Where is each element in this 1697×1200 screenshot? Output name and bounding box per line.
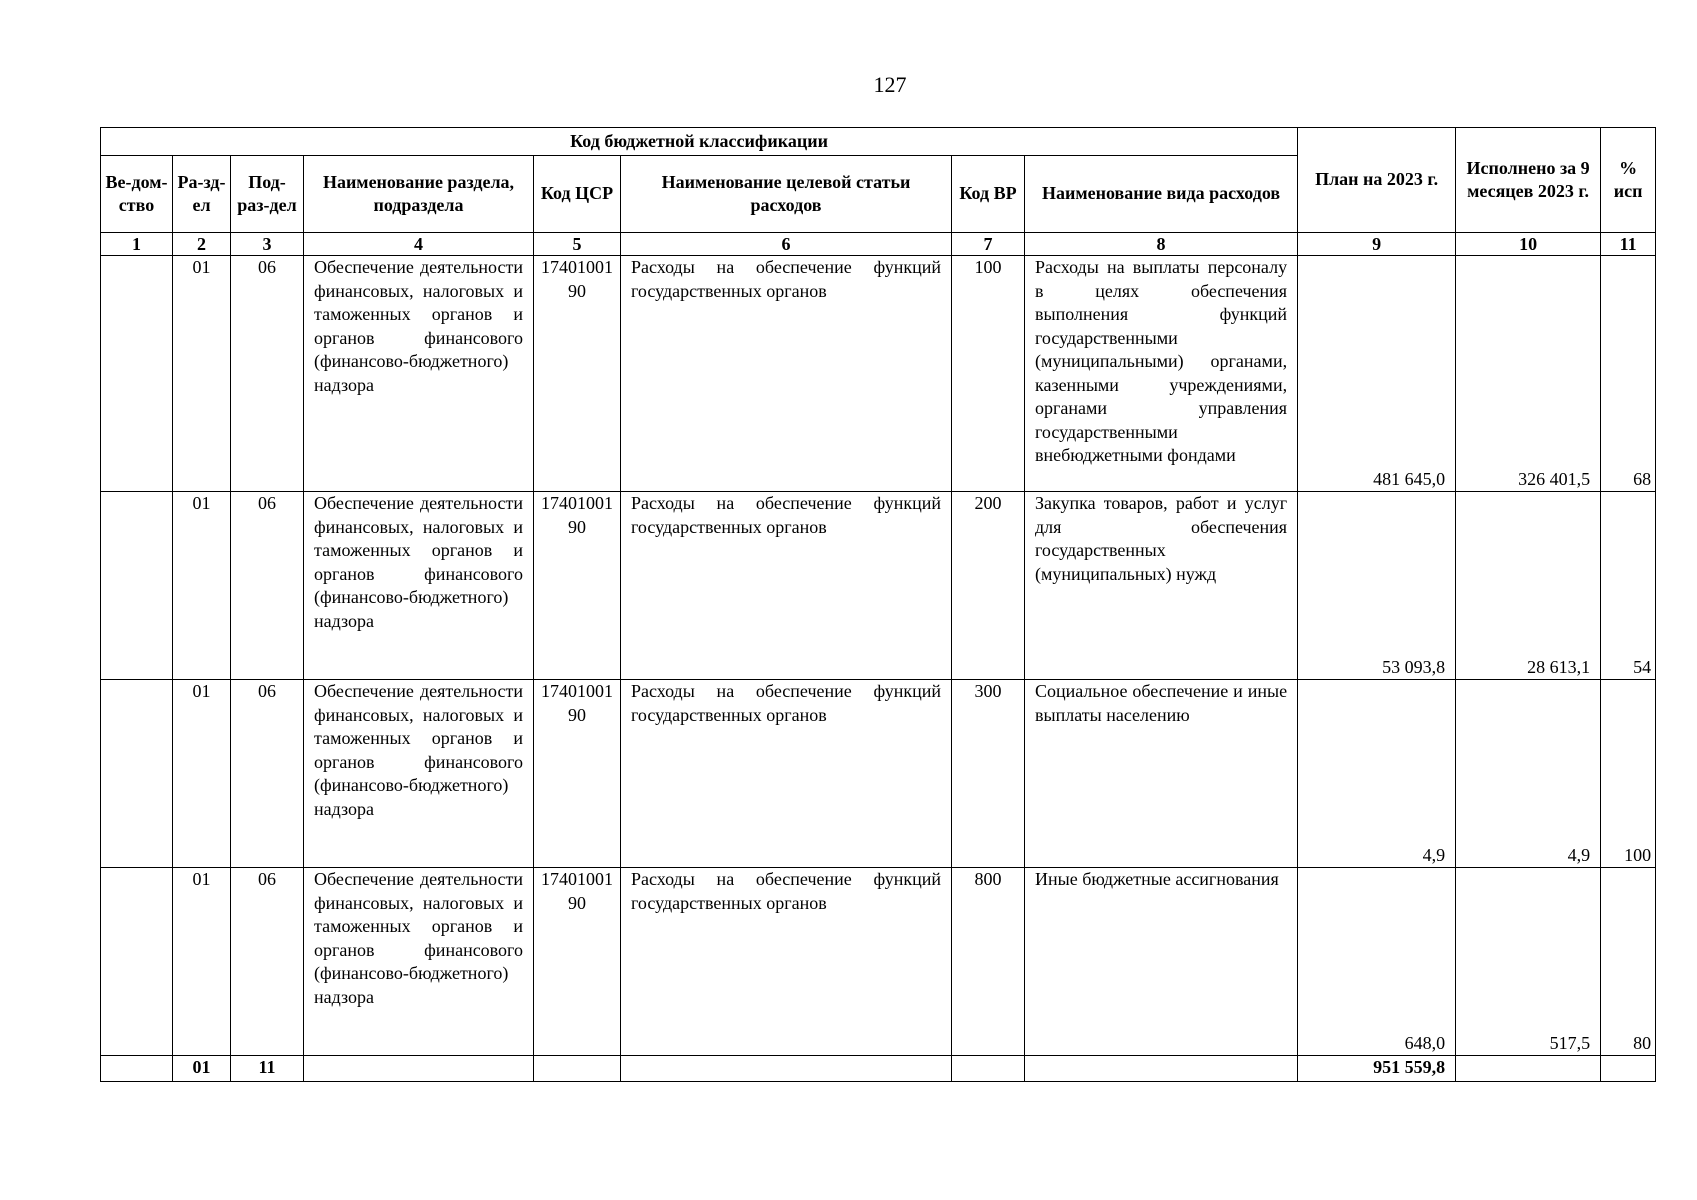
column-number-row [101,233,1656,256]
vr-code-cell [952,1056,1025,1082]
podrazdel-cell: 06 [231,680,304,868]
target-item-name-cell [621,1056,952,1082]
total-row [101,1056,1656,1082]
vr-code-cell: 800 [952,868,1025,1056]
vedomstvo-cell [101,868,173,1056]
razdel-cell: 01 [173,680,231,868]
executed-header: Исполнено за 9 месяцев 2023 г. [1456,128,1601,233]
section-name-header: Наименование раздела, подраздела [304,156,534,233]
table-row [101,868,1656,1056]
executed-cell: 4,9 [1456,680,1601,868]
column-number: 2 [173,233,231,256]
razdel-cell: 01 [173,256,231,492]
podrazdel-cell: 06 [231,492,304,680]
csr-code-cell: 1740100190 [534,256,621,492]
section-name-cell: Обеспечение деятельности финансовых, налоговых и таможенных органов и органов финансового (финансово-бюджетного) надзора [304,492,534,680]
column-number: 3 [231,233,304,256]
page-number: 127 [873,72,907,97]
budget-classification-header: Код бюджетной классификации [101,128,1298,156]
executed-cell: 517,5 [1456,868,1601,1056]
csr-code-cell: 1740100190 [534,680,621,868]
percent-cell: 68 [1601,256,1656,492]
razdel-cell: 01 [173,868,231,1056]
target-item-name-cell: Расходы на обеспечение функций государственных органов [621,492,952,680]
budget-table [100,127,1656,1082]
column-number: 11 [1601,233,1656,256]
plan-cell: 481 645,0 [1298,256,1456,492]
plan-header: План на 2023 г. [1298,128,1456,233]
vr-code-header: Код ВР [952,156,1025,233]
percent-cell [1601,1056,1656,1082]
target-item-name-cell: Расходы на обеспечение функций государственных органов [621,256,952,492]
razdel-cell: 01 [173,492,231,680]
vedomstvo-cell [101,680,173,868]
vedomstvo-header: Ве-дом-ство [101,156,173,233]
vedomstvo-cell [101,1056,173,1082]
vr-code-cell: 200 [952,492,1025,680]
plan-cell: 4,9 [1298,680,1456,868]
expense-type-name-cell: Иные бюджетные ассигнования [1025,868,1298,1056]
csr-code-cell: 1740100190 [534,868,621,1056]
percent-header: % исп [1601,128,1656,233]
target-item-name-cell: Расходы на обеспечение функций государственных органов [621,680,952,868]
percent-cell: 100 [1601,680,1656,868]
razdel-header: Ра-зд-ел [173,156,231,233]
column-number: 1 [101,233,173,256]
column-number: 9 [1298,233,1456,256]
csr-code-cell: 1740100190 [534,492,621,680]
section-name-cell: Обеспечение деятельности финансовых, налоговых и таможенных органов и органов финансового (финансово-бюджетного) надзора [304,868,534,1056]
table-row [101,492,1656,680]
executed-cell: 326 401,5 [1456,256,1601,492]
csr-code-cell [534,1056,621,1082]
column-number: 4 [304,233,534,256]
vr-code-cell: 300 [952,680,1025,868]
vr-code-cell: 100 [952,256,1025,492]
podrazdel-cell: 06 [231,868,304,1056]
section-name-cell [304,1056,534,1082]
plan-cell: 53 093,8 [1298,492,1456,680]
section-name-cell: Обеспечение деятельности финансовых, налоговых и таможенных органов и органов финансового (финансово-бюджетного) надзора [304,256,534,492]
expense-type-name-header: Наименование вида расходов [1025,156,1298,233]
razdel-cell: 01 [173,1056,231,1082]
expense-type-name-cell: Расходы на выплаты персоналу в целях обеспечения выполнения функций государственными (муниципальными) органами, казенными учреждениями, органами управления государственными внебюджетными фондами [1025,256,1298,492]
executed-cell: 28 613,1 [1456,492,1601,680]
target-item-name-header: Наименование целевой статьи расходов [621,156,952,233]
csr-code-header: Код ЦСР [534,156,621,233]
plan-cell: 648,0 [1298,868,1456,1056]
expense-type-name-cell [1025,1056,1298,1082]
executed-cell [1456,1056,1601,1082]
target-item-name-cell: Расходы на обеспечение функций государственных органов [621,868,952,1056]
plan-total-cell: 951 559,8 [1298,1056,1456,1082]
column-number: 6 [621,233,952,256]
table-group-header-row [101,128,1656,156]
column-number: 8 [1025,233,1298,256]
section-name-cell: Обеспечение деятельности финансовых, налоговых и таможенных органов и органов финансового (финансово-бюджетного) надзора [304,680,534,868]
vedomstvo-cell [101,492,173,680]
column-number: 10 [1456,233,1601,256]
vedomstvo-cell [101,256,173,492]
percent-cell: 80 [1601,868,1656,1056]
column-number: 7 [952,233,1025,256]
table-row [101,256,1656,492]
expense-type-name-cell: Социальное обеспечение и иные выплаты населению [1025,680,1298,868]
podrazdel-cell: 11 [231,1056,304,1082]
podrazdel-header: Под-раз-дел [231,156,304,233]
podrazdel-cell: 06 [231,256,304,492]
column-number: 5 [534,233,621,256]
table-row [101,680,1656,868]
percent-cell: 54 [1601,492,1656,680]
expense-type-name-cell: Закупка товаров, работ и услуг для обеспечения государственных (муниципальных) нужд [1025,492,1298,680]
